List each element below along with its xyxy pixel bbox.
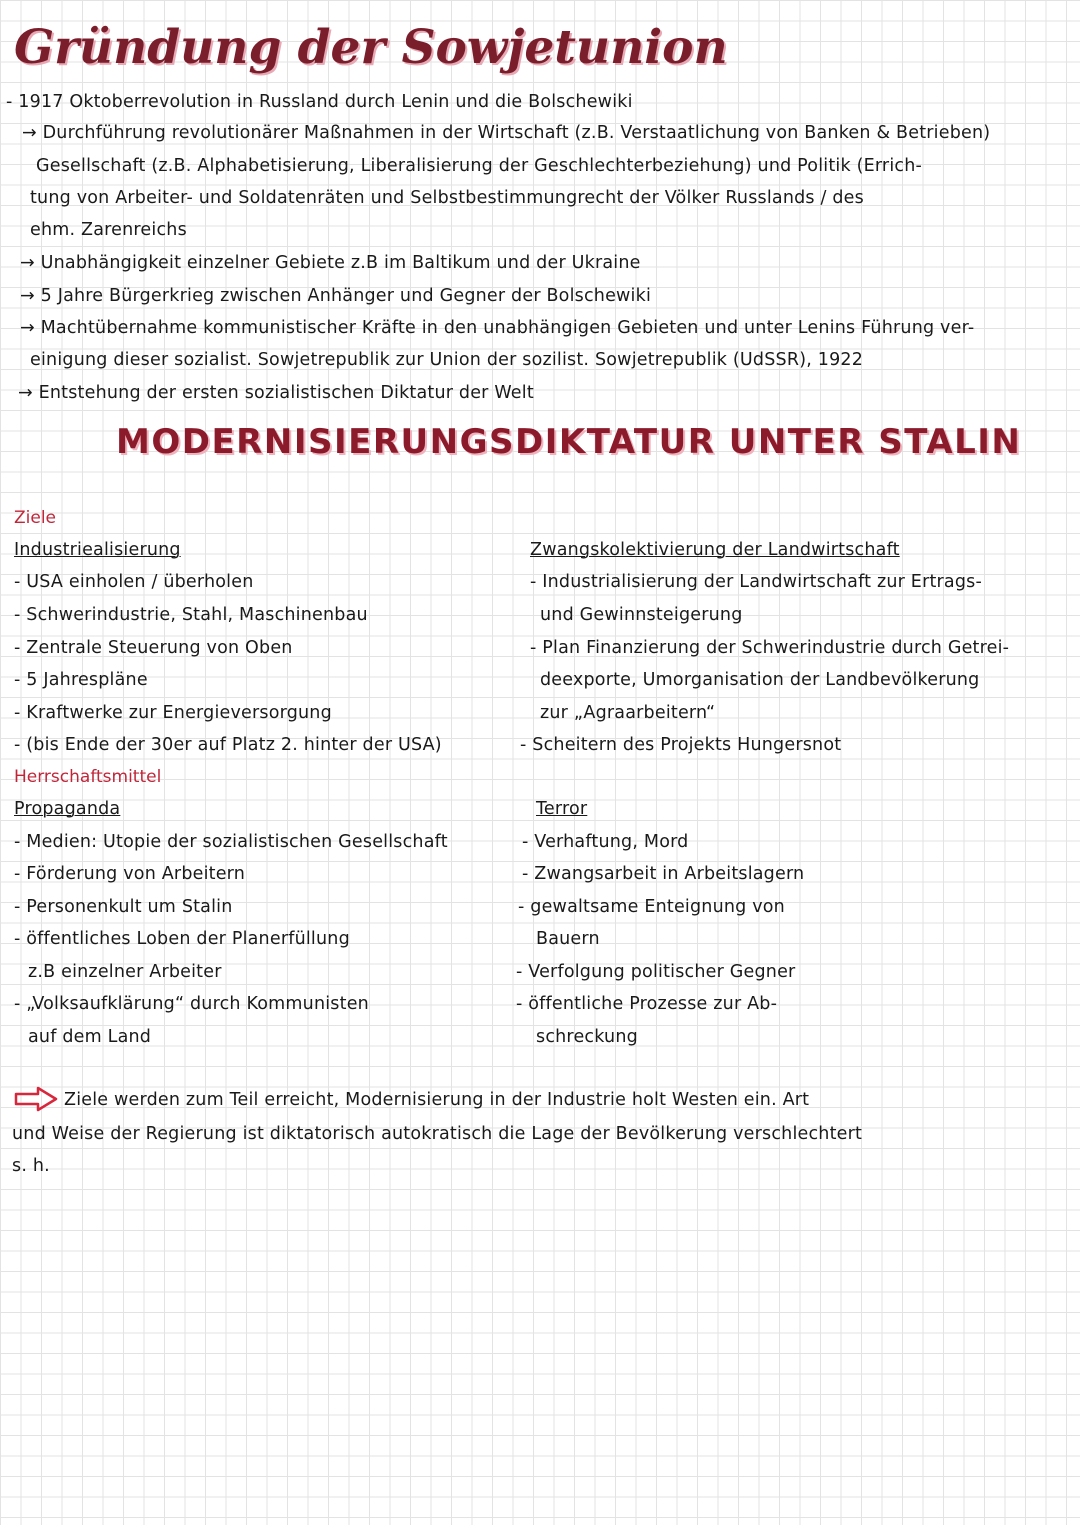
conclusion-line-1: Ziele werden zum Teil erreicht, Modernisierung in der Industrie holt Westen ein. Art (64, 1090, 810, 1110)
propaganda-item: z.B einzelner Arbeiter (28, 962, 222, 982)
collectivization-item: deexporte, Umorganisation der Landbevölkerung (540, 670, 980, 690)
propaganda-heading: Propaganda (14, 799, 121, 819)
industrialization-item: - (bis Ende der 30er auf Platz 2. hinter der USA) (14, 735, 442, 755)
collectivization-item: - Industrialisierung der Landwirtschaft zur Ertrags- (530, 572, 982, 592)
collectivization-item: - Plan Finanzierung der Schwerindustrie durch Getrei- (530, 638, 1010, 658)
intro-line-3: Gesellschaft (z.B. Alphabetisierung, Liberalisierung der Geschlechterbeziehung) und Politik (Errich- (36, 156, 923, 176)
intro-line-9: einigung dieser sozialist. Sowjetrepublik zur Union der sozilist. Sowjetrepublik (UdSSR), 1922 (30, 350, 864, 370)
conclusion-line-2: und Weise der Regierung ist diktatorisch autokratisch die Lage der Bevölkerung verschlechtert (12, 1124, 863, 1144)
collectivization-heading: Zwangskolektivierung der Landwirtschaft (530, 540, 900, 560)
collectivization-item: und Gewinnsteigerung (540, 605, 743, 625)
intro-line-1: - 1917 Oktoberrevolution in Russland durch Lenin und die Bolschewiki (6, 92, 633, 112)
arrow-right-icon (14, 1086, 58, 1112)
industrialization-item: - Kraftwerke zur Energieversorgung (14, 703, 332, 723)
terror-heading: Terror (536, 799, 588, 819)
conclusion-line-3: s. h. (12, 1156, 50, 1176)
propaganda-item: - „Volksaufklärung“ durch Kommunisten (14, 994, 369, 1014)
intro-line-4: tung von Arbeiter- und Soldatenräten und Selbstbestimmungrecht der Völker Russlands / des (30, 188, 864, 208)
industrialization-heading: Industriealisierung (14, 540, 181, 560)
terror-item: schreckung (536, 1027, 638, 1047)
industrialization-item: - 5 Jahrespläne (14, 670, 148, 690)
terror-item: - öffentliche Prozesse zur Ab- (516, 994, 778, 1014)
industrialization-item: - USA einholen / überholen (14, 572, 254, 592)
terror-item: - Verhaftung, Mord (522, 832, 689, 852)
propaganda-item: - Förderung von Arbeitern (14, 864, 246, 884)
propaganda-item: - öffentliches Loben der Planerfüllung (14, 929, 350, 949)
intro-line-5: ehm. Zarenreichs (30, 220, 187, 240)
propaganda-item: - Personenkult um Stalin (14, 897, 233, 917)
industrialization-item: - Schwerindustrie, Stahl, Maschinenbau (14, 605, 368, 625)
intro-line-2: → Durchführung revolutionärer Maßnahmen in der Wirtschaft (z.B. Verstaatlichung von Banken & Betrieben) (22, 123, 991, 143)
industrialization-item: - Zentrale Steuerung von Oben (14, 638, 293, 658)
intro-line-6: → Unabhängigkeit einzelner Gebiete z.B im Baltikum und der Ukraine (20, 253, 641, 273)
means-label: Herrschaftsmittel (14, 767, 162, 787)
terror-item: Bauern (536, 929, 600, 949)
propaganda-item: - Medien: Utopie der sozialistischen Gesellschaft (14, 832, 448, 852)
goals-label: Ziele (14, 508, 57, 528)
intro-line-7: → 5 Jahre Bürgerkrieg zwischen Anhänger und Gegner der Bolschewiki (20, 286, 652, 306)
propaganda-item: auf dem Land (28, 1027, 152, 1047)
page-title: Gründung der Sowjetunion (14, 20, 728, 75)
terror-item: - Verfolgung politischer Gegner (516, 962, 796, 982)
collectivization-item: - Scheitern des Projekts Hungersnot (520, 735, 842, 755)
intro-line-10: → Entstehung der ersten sozialistischen Diktatur der Welt (18, 383, 534, 403)
terror-item: - gewaltsame Enteignung von (518, 897, 785, 917)
collectivization-item: zur „Agraarbeitern“ (540, 703, 716, 723)
intro-line-8: → Machtübernahme kommunistischer Kräfte in den unabhängigen Gebieten und unter Lenins Führung ver- (20, 318, 975, 338)
terror-item: - Zwangsarbeit in Arbeitslagern (522, 864, 805, 884)
section-title: MODERNISIERUNGSDIKTATUR UNTER STALIN (116, 422, 1022, 462)
